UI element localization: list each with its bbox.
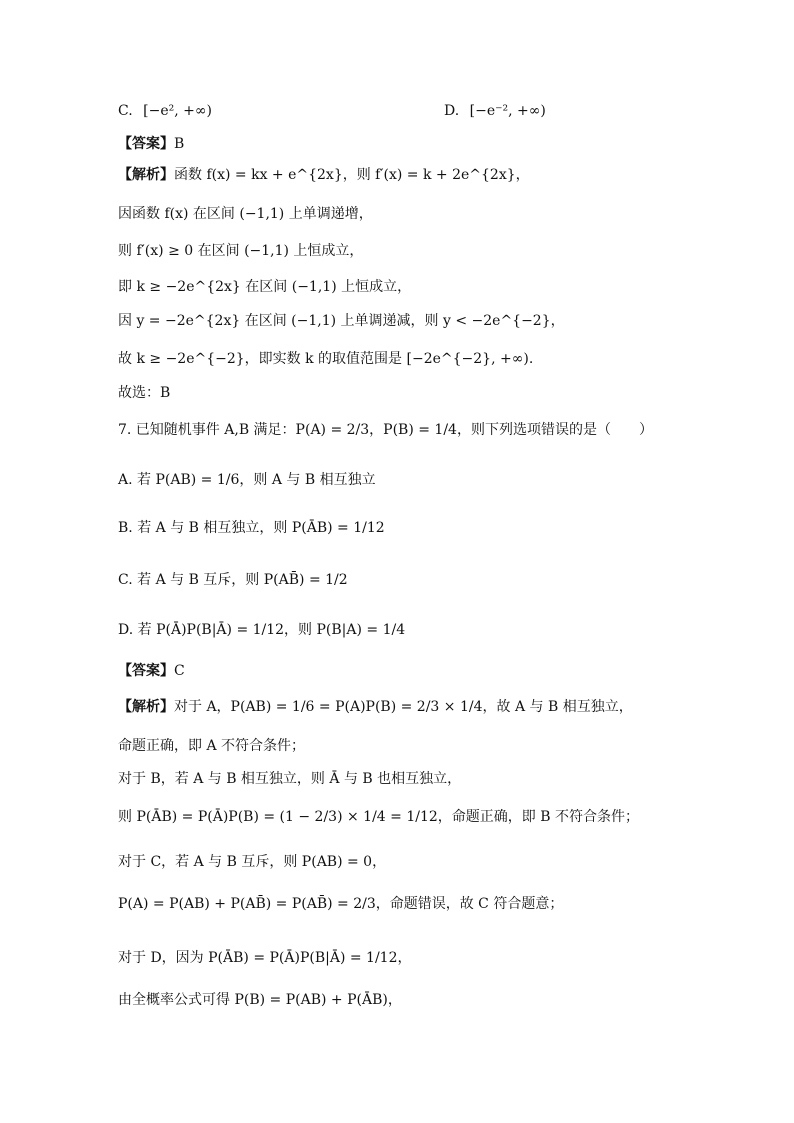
q7-analysis-tag: 【解析】 xyxy=(118,699,174,715)
q7-option-c: C. 若 A 与 B 互斥，则 P(AB̄) = 1/2 xyxy=(118,572,348,588)
q6-option-d xyxy=(444,101,546,121)
q6-analysis-line-5: 因 y = −2e^{2x} 在区间 (−1,1) 上单调递减，则 y < −2e^{−2}， xyxy=(118,313,565,329)
q7-analysis-line-2: 命题正确，即 A 不符合条件； xyxy=(118,738,306,754)
q7-analysis-line-5: 对于 C，若 A 与 B 互斥，则 P(AB) = 0， xyxy=(118,854,387,870)
q6-option-c xyxy=(118,101,212,121)
q6-option-c-value: [−e², +∞) xyxy=(143,103,212,119)
q7-answer xyxy=(118,661,185,681)
q6-option-d-label: D. xyxy=(444,103,460,119)
q6-answer xyxy=(118,134,184,154)
q6-analysis-line-3: 则 f′(x) ≥ 0 在区间 (−1,1) 上恒成立， xyxy=(118,243,364,259)
q7-option-b: B. 若 A 与 B 相互独立，则 P(ĀB) = 1/12 xyxy=(118,520,385,536)
q6-option-c-label: C. xyxy=(118,103,133,119)
q6-option-d-value: [−e⁻², +∞) xyxy=(469,103,546,119)
q7-analysis-line-1 xyxy=(118,697,633,717)
q7-answer-tag: 【答案】 xyxy=(118,663,174,679)
q7-analysis-line-7: 对于 D，因为 P(ĀB) = P(Ā)P(B|Ā) = 1/12， xyxy=(118,950,412,966)
q7-analysis-line-3: 对于 B，若 A 与 B 相互独立，则 Ā 与 B 也相互独立， xyxy=(118,771,462,787)
q7-answer-value: C xyxy=(174,663,185,679)
q6-analysis-tag: 【解析】 xyxy=(118,167,174,183)
q7-analysis-line-6: P(A) = P(AB) + P(AB̄) = P(AB̄) = 2/3，命题错误，故 C 符合题意； xyxy=(118,896,564,912)
q7-analysis-line-4: 则 P(ĀB) = P(Ā)P(B) = (1 − 2/3) × 1/4 = 1/12，命题正确，即 B 不符合条件； xyxy=(118,809,639,825)
q6-analysis-text-1: 函数 f(x) = kx + e^{2x}，则 f′(x) = k + 2e^{2x}， xyxy=(174,167,530,183)
q7-option-a: A. 若 P(AB) = 1/6，则 A 与 B 相互独立 xyxy=(118,472,376,488)
q7-stem: 7. 已知随机事件 A,B 满足：P(A) = 2/3，P(B) = 1/4，则下列选项错误的是（ ） xyxy=(118,422,653,438)
q7-option-d: D. 若 P(Ā)P(B|Ā) = 1/12，则 P(B|A) = 1/4 xyxy=(118,622,406,638)
q6-analysis-line-1 xyxy=(118,165,530,185)
q6-analysis-line-6: 故 k ≥ −2e^{−2}，即实数 k 的取值范围是 [−2e^{−2}, +∞). xyxy=(118,351,534,367)
q6-analysis-line-2: 因函数 f(x) 在区间 (−1,1) 上单调递增， xyxy=(118,206,373,222)
q6-conclusion: 故选：B xyxy=(118,385,171,401)
q7-analysis-line-8: 由全概率公式可得 P(B) = P(AB) + P(ĀB)， xyxy=(118,992,402,1008)
q6-answer-tag: 【答案】 xyxy=(118,136,174,152)
q7-analysis-text-1: 对于 A，P(AB) = 1/6 = P(A)P(B) = 2/3 × 1/4，故 A 与 B 相互独立， xyxy=(174,699,633,715)
q6-analysis-line-4: 即 k ≥ −2e^{2x} 在区间 (−1,1) 上恒成立， xyxy=(118,279,412,295)
q6-answer-value: B xyxy=(174,136,185,152)
